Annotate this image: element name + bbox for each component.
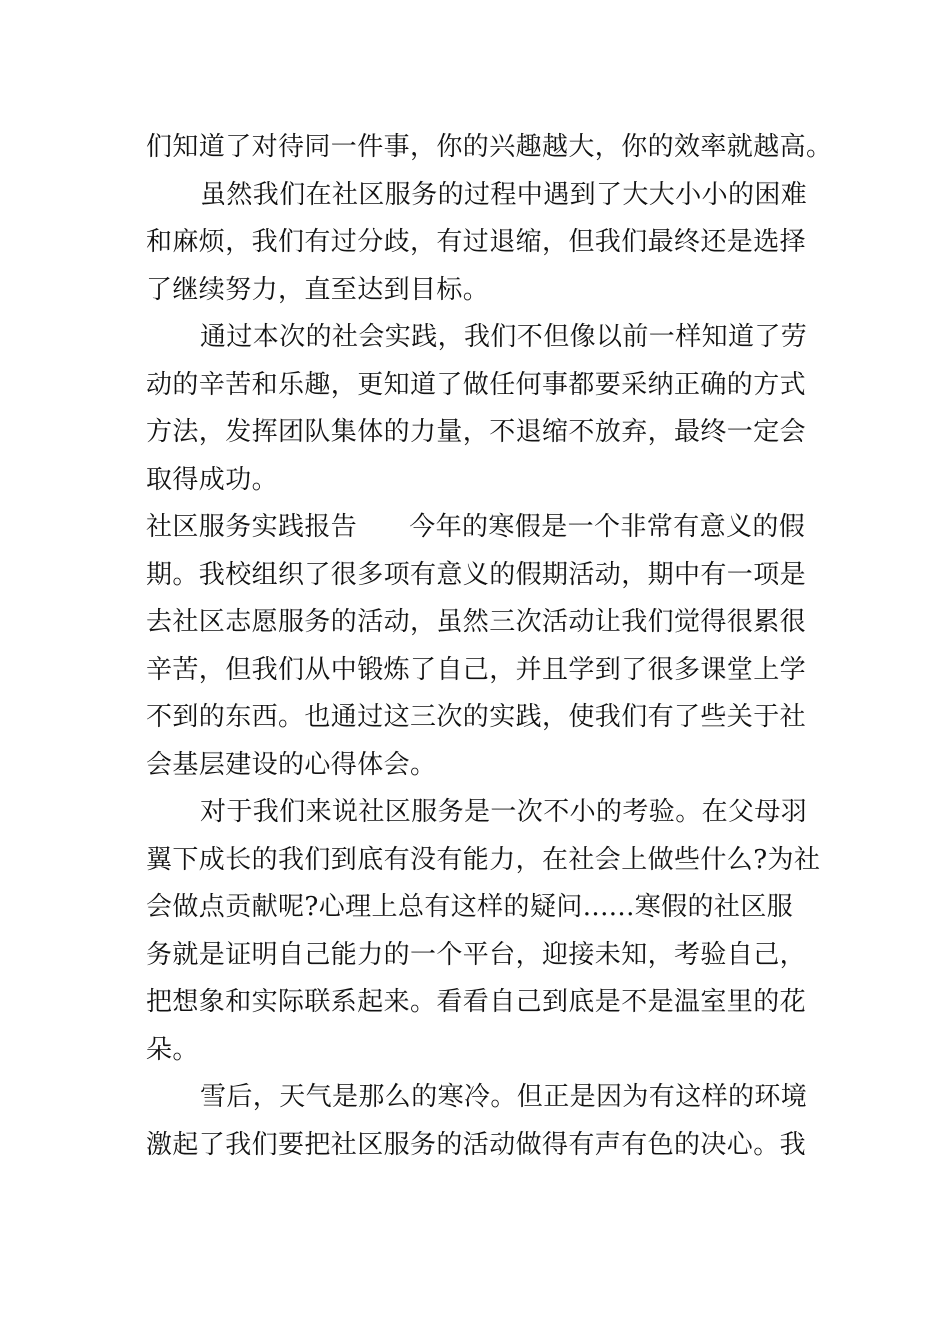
- report-title-line: [146, 504, 806, 552]
- text-line: 会基层建设的心得体会。: [146, 749, 437, 780]
- text-line: 辛苦，但我们从中锻炼了自己，并且学到了很多课堂上学: [146, 654, 807, 685]
- paragraph-first-line: 通过本次的社会实践，我们不但像以前一样知道了劳: [200, 322, 808, 352]
- text-line: 今年的寒假是一个非常有意义的假: [409, 512, 806, 542]
- text-line: 取得成功。: [146, 464, 279, 495]
- text-line: 把想象和实际联系起来。看看自己到底是不是温室里的花: [146, 987, 807, 1017]
- document-body: [146, 124, 833, 1169]
- text-line: 们知道了对待同一件事，你的兴趣越大，你的效率就越高。: [146, 132, 833, 162]
- text-line: 期。我校组织了很多项有意义的假期活动，期中有一项是: [146, 559, 807, 590]
- text-line: 了继续努力，直至达到目标。: [146, 274, 490, 305]
- text-line: 会做点贡献呢?心理上总有这样的疑问......寒假的社区服: [146, 892, 794, 922]
- report-title: 社区服务实践报告: [146, 512, 358, 542]
- paragraph-first-line: 对于我们来说社区服务是一次不小的考验。在父母羽: [200, 797, 808, 827]
- text-line: 务就是证明自己能力的一个平台，迎接未知，考验自己，: [146, 939, 807, 970]
- text-line: 和麻烦，我们有过分歧，有过退缩，但我们最终还是选择: [146, 227, 807, 257]
- text-line: 动的辛苦和乐趣，更知道了做任何事都要采纳正确的方式: [146, 369, 807, 400]
- paragraph-first-line: 雪后，天气是那么的寒冷。但正是因为有这样的环境: [200, 1082, 808, 1112]
- text-line: 朵。: [146, 1034, 199, 1065]
- text-line: 去社区志愿服务的活动，虽然三次活动让我们觉得很累很: [146, 607, 807, 637]
- text-line: 激起了我们要把社区服务的活动做得有声有色的决心。我: [146, 1129, 807, 1160]
- text-line: 翼下成长的我们到底有没有能力，在社会上做些什么?为社: [146, 844, 821, 875]
- paragraph-first-line: 虽然我们在社区服务的过程中遇到了大大小小的困难: [200, 179, 808, 210]
- text-line: 方法，发挥团队集体的力量，不退缩不放弃，最终一定会: [146, 417, 807, 447]
- text-line: 不到的东西。也通过这三次的实践，使我们有了些关于社: [146, 702, 807, 732]
